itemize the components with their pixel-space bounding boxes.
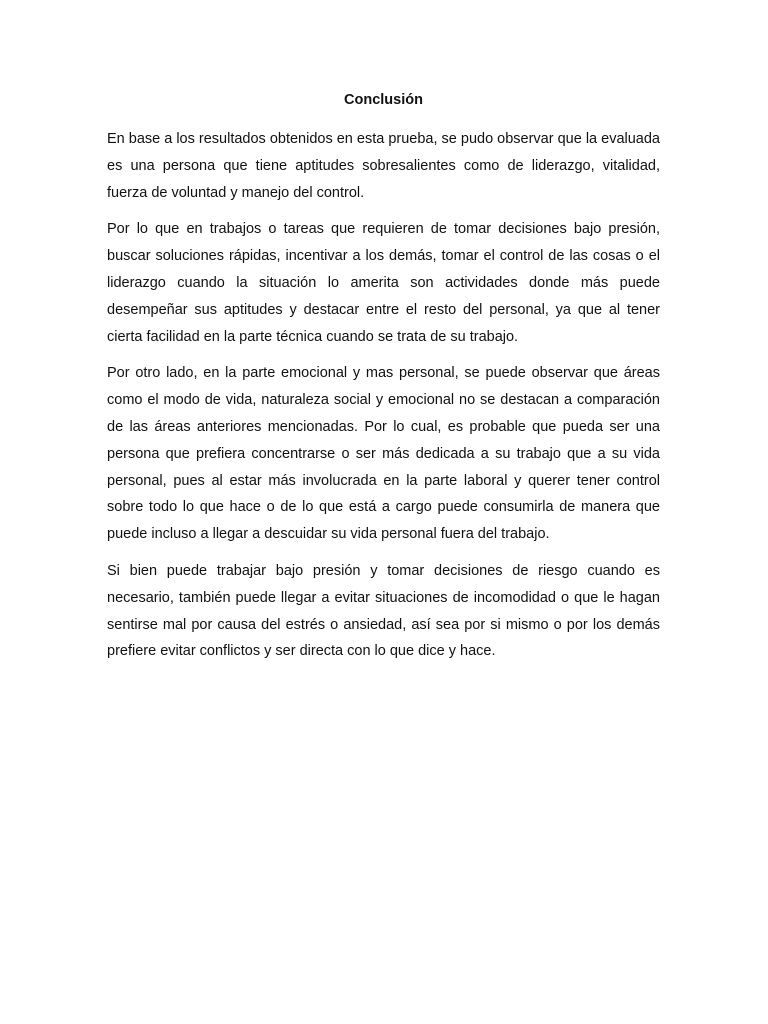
paragraph-1: En base a los resultados obtenidos en esta prueba, se pudo observar que la evaluada es una persona que tiene aptitudes sobresalientes como de liderazgo, vitalidad, fuerza de voluntad y manejo del control. xyxy=(107,131,660,201)
document-title: Conclusión xyxy=(344,92,423,108)
paragraph-2: Por lo que en trabajos o tareas que requieren de tomar decisiones bajo presión, buscar soluciones rápidas, incentivar a los demás, tomar el control de las cosas o el liderazgo cuando la situación lo amerita son actividades donde más puede desempeñar sus aptitudes y destacar entre el resto del personal, ya que al tener cierta facilidad en la parte técnica cuando se trata de su trabajo. xyxy=(107,221,660,345)
paragraph-4: Si bien puede trabajar bajo presión y tomar decisiones de riesgo cuando es necesario, también puede llegar a evitar situaciones de incomodidad o que le hagan sentirse mal por causa del estrés o ansiedad, así sea por si mismo o por los demás prefiere evitar conflictos y ser directa con lo que dice y hace. xyxy=(107,562,660,660)
document-page xyxy=(107,89,660,675)
paragraph-3: Por otro lado, en la parte emocional y mas personal, se puede observar que áreas como el modo de vida, naturaleza social y emocional no se destacan a comparación de las áreas anteriores mencionadas. Por lo cual, es probable que pueda ser una persona que prefiera concentrarse o ser más dedicada a su trabajo que a su vida personal, pues al estar más involucrada en la parte laboral y querer tener control sobre todo lo que hace o de lo que está a cargo puede consumirla de manera que puede incluso a llegar a descuidar su vida personal fuera del trabajo. xyxy=(107,365,660,543)
